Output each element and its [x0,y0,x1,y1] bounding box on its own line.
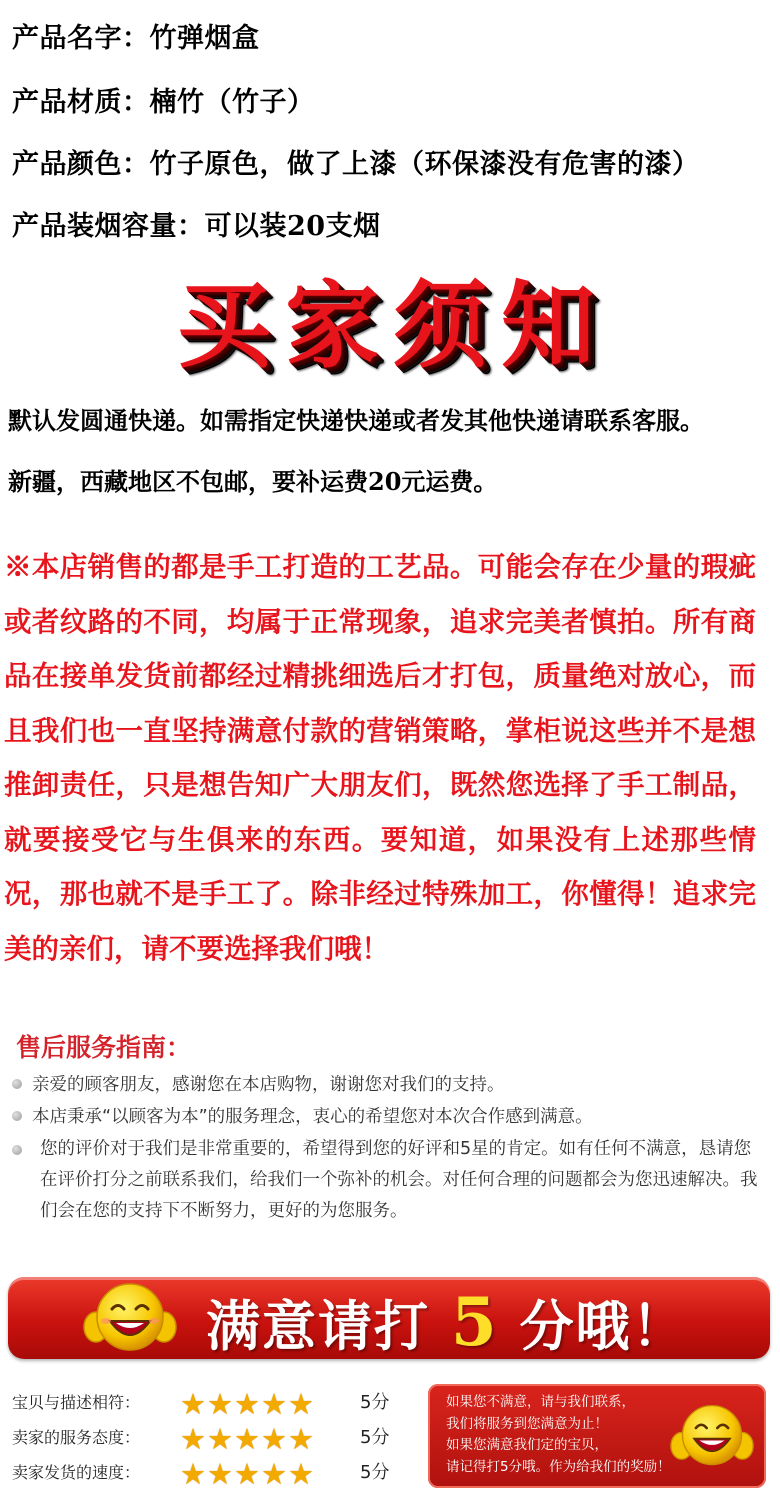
star-icon: ★★★★★ [180,1456,315,1491]
service-guide-item-text: 本店秉承“以顾客为本”的服务理念，衷心的希望您对本次合作感到满意。 [32,1107,593,1127]
banner-text-before: 满意请打 [206,1295,430,1358]
info-line: 请记得打5分哦。作为给我们的奖励！ [446,1458,671,1475]
rating-score: 5分 [360,1427,390,1448]
banner-text [206,1283,688,1361]
bullet-dot-icon [12,1079,22,1089]
bullet-dot-icon [12,1145,22,1155]
buyer-notice-headline: 买家须知 [176,272,609,381]
info-box-text [446,1392,696,1478]
product-name-line: 产品名字：竹弹烟盒 [12,23,260,54]
rating-label: 卖家的服务态度： [12,1428,141,1447]
banner-text-after: 分哦！ [519,1295,688,1358]
service-guide-item-text: 亲爱的顾客朋友，感谢您在本店购物，谢谢您对我们的支持。 [32,1075,505,1095]
rating-row-shipping [12,1456,390,1491]
star-icon: ★★★★★ [180,1421,315,1456]
service-guide-item [12,1070,772,1101]
info-line: 如果您满意我们定的宝贝， [446,1437,608,1453]
rating-score: 5分 [360,1462,390,1483]
info-line: 我们将服务到您满意为止！ [446,1415,608,1432]
shipping-remote-line: 新疆，西藏地区不包邮，要补运费20元运费。 [8,467,498,496]
service-guide-item [12,1102,772,1133]
smiley-thumbs-up-icon [668,1394,756,1478]
product-color-line: 产品颜色：竹子原色，做了上漆（环保漆没有危害的漆） [12,149,700,180]
star-icon: ★★★★★ [180,1386,315,1421]
service-guide-title: 售后服务指南： [16,1033,192,1062]
product-capacity-line: 产品装烟容量：可以装20支烟 [12,211,381,242]
rating-row-description [12,1386,390,1421]
rating-label: 卖家发货的速度： [12,1463,141,1482]
product-material-line: 产品材质：楠竹（竹子） [12,87,315,118]
rating-row-service [12,1421,390,1456]
handmade-notice-paragraph: ※本店销售的都是手工打造的工艺品。可能会存在少量的瑕疵或者纹路的不同，均属于正常现象，追求完美者慎拍。所有商品在接单发货前都经过精挑细选后才打包，质量绝对放心，而且我们也一直坚持满意付款的营销策略，掌柜说这些并不是想推卸责任，只是想告知广大朋友们，既然您选择了手工制品，就要接受它与生俱来的东西。要知道，如果没有上述那些情况，那也就不是手工了。除非经过特殊加工，你懂得！追求完美的亲们，请不要选择我们哦！ [4,551,756,965]
service-guide-item [12,1134,760,1227]
rating-label: 宝贝与描述相符： [12,1393,141,1412]
shipping-default-line: 默认发圆通快递。如需指定快递快递或者发其他快递请联系客服。 [8,406,704,435]
rating-score: 5分 [360,1392,390,1413]
smiley-thumbs-up-icon [82,1271,178,1365]
bullet-dot-icon [12,1111,22,1121]
service-guide-item-text: 您的评价对于我们是非常重要的，希望得到您的好评和5星的肯定。如有任何不满意，恳请您在评价打分之前联系我们，给我们一个弥补的机会。对任何合理的问题都会为您迅速解决。我们会在您的支持下不断努力，更好的为您服务。 [40,1139,758,1221]
info-line: 如果您不满意，请与我们联系， [446,1394,635,1410]
banner-number: 5 [450,1283,499,1361]
